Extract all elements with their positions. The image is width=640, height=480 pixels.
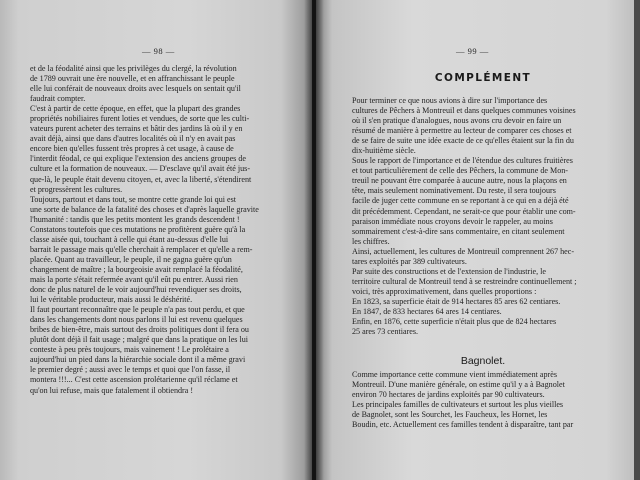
text-line: conteste à peu près toujours, mais vainement ! Le prolétaire a [30,345,229,355]
text-line: dans les changements dont nous parlons il lui est revenu quelques [30,315,243,325]
text-line: En 1847, de 833 hectares 64 ares 14 centiares. [352,306,502,316]
text-line: treuil ne pouvant être comparée à aucune autre, nous la plaçons en [352,176,567,186]
text-line: Toujours, partout et dans tout, se montre cette grande loi qui est [30,194,236,204]
text-line: elle lui conférait de nouveaux droits avec lesquels on sentait qu'il [30,84,241,94]
text-line: dit précédemment. Cependant, ne serait-ce que pour établir une com- [352,206,576,216]
text-line: lui le véritable producteur, mais aussi le déshérité. [30,295,193,305]
text-line: voici, très approximativement, dans quelles proportions : [352,286,537,296]
text-line: 25 ares 73 centiares. [352,327,419,337]
text-line: Par suite des constructions et de l'extension de l'industrie, le [352,266,546,276]
text-line: faudrait compter. [30,94,86,104]
text-line: aujourd'hui un pied dans la hiérarchie sociale dont il a même gravi [30,355,246,365]
right-page-body-continued [352,370,614,430]
text-line: Constatons toutefois que ces mutations ne profitèrent guère qu'à la [30,224,246,234]
text-line: territoire cultural de Montreuil tend à se restreindre continuellement ; [352,276,577,286]
text-line: En 1823, sa superficie était de 914 hectares 85 ares 62 centiares. [352,296,561,306]
text-line: Comme importance cette commune vient immédiatement après [352,370,557,379]
text-line: classe aisée qui, touchant à celle qui étant au-dessus d'elle lui [30,234,229,244]
text-line: et de la féodalité ainsi que les privilèges du clergé, la révolution [30,64,237,73]
text-line: et progressèrent les cultures. [30,184,123,194]
text-line: l'interdit féodal, ce qui explique l'extension des anciens groupes de [30,154,246,164]
right-page-body [352,96,614,337]
text-line: bribes de bien-être, mais surtout des droits politiques dont il fera ou [30,325,249,335]
text-line: changement de maître ; la bourgeoisie avait remplacé la féodalité, [30,264,243,274]
text-line: Enfin, en 1876, cette superficie n'était plus que de 824 hectares [352,317,557,327]
text-line: tares exploités par 389 cultivateurs. [352,256,467,266]
text-line: le premier degré ; aussi avec le temps et quoi que l'on fasse, il [30,365,231,375]
text-line: de se faire de suite une idée exacte de ce qu'elles étaient sur la fin du [352,136,574,146]
text-line: C'est à partir de cette époque, en effet, que la plupart des grandes [30,104,241,114]
text-line: résumé de manière à permettre au lecteur de comparer ces choses et [352,126,572,136]
left-page-body [30,64,284,396]
text-line: montera !!!... C'est cette ascension prolétarienne qu'il réclame et [30,375,238,385]
page-number: — 99 — [456,46,489,56]
right-page [316,0,638,480]
text-line: Les principales familles de cultivateurs et surtout les plus vieilles [352,400,564,410]
text-line: environ 70 hectares de jardins exploités par 90 cultivateurs. [352,390,545,400]
text-line: une sorte de balance de la fatalité des choses et d'après laquelle gravite [30,204,259,214]
page-number: — 98 — [142,46,175,56]
text-line: plutôt dont déjà il fait usage ; malgré que dans la pratique on les lui [30,335,249,345]
text-line: et tout particulièrement de celle des Pêchers, la commune de Mon- [352,166,568,176]
text-line: culture et la formation de nouveaux. — D'esclave qu'il avait été jus- [30,164,251,174]
text-line: Sous le rapport de l'importance et de l'étendue des cultures fruitières [352,156,573,166]
left-page [0,0,312,480]
text-line: où il s'en pratique d'analogues, nous avons cru devoir en faire un [352,116,562,126]
text-line: Pour terminer ce que nous avions à dire sur l'importance des [352,96,548,105]
text-line: l'humanité : tandis que les petits montent les grands descendent ! [30,214,240,224]
text-line: facile de juger cette commune en se reportant à ce qui en a déjà été [352,196,569,206]
text-line: Il faut pourtant reconnaître que le peuple n'a pas tout perdu, et que [30,305,245,315]
text-line: sommairement c'est-à-dire sans commentaire, en citant seulement [352,226,565,236]
text-line: avait déjà, ainsi que dans d'autres localités où il n'y en avait pas [30,134,236,144]
text-line: placée. Quant au travailleur, le peuple, il ne gagna guère qu'un [30,254,232,264]
text-line: mais la porte s'était refermée avant qu'il eût pu entrer. Aussi rien [30,274,238,284]
text-line: barrait le passage mais qu'elle cherchait à remplacer et qu'elle a rem- [30,244,253,254]
text-line: cultures de Pêchers à Montreuil et dans quelques communes voisines [352,106,576,116]
text-line: les chiffres. [352,236,390,246]
text-line: dix-huitième siècle. [352,146,416,156]
text-line: Boudin, etc. Actuellement ces familles tendent à disparaître, tant par [352,420,574,430]
text-line: Ainsi, actuellement, les cultures de Montreuil comprennent 267 hec- [352,246,575,256]
text-line: Montreuil. D'une manière générale, on estime qu'il y a à Bagnolet [352,380,565,390]
text-line: de 1789 ouvrait une ère nouvelle, et en affranchissant le peuple [30,74,235,84]
text-line: paraison immédiate nous croyons devoir le rappeler, au moins [352,216,553,226]
book-gutter [304,0,324,480]
text-line: encore bien qu'elles fussent très propres à cet usage, à cause de [30,144,234,154]
subsection-heading: Bagnolet. [460,355,506,367]
text-line: que-là, le peuple était devenu citoyen, et, avec la liberté, s'étendirent [30,174,252,184]
text-line: qu'on lui refuse, mais que fatalement il obtiendra ! [30,385,194,395]
text-line: propriétés nobiliaires furent loties et vendues, de sorte que les culti- [30,114,250,124]
text-line: de Bagnolet, sont les Sourchet, les Faucheux, les Hornet, les [352,410,548,420]
text-line: vateurs purent acheter des terrains et bâtir des jardins là où il y en [30,124,243,134]
text-line: donc de plus naturel de le voir aujourd'hui revendiquer ses droits, [30,285,242,295]
text-line: tête, mais seulement nominativement. Du reste, il sera toujours [352,186,556,196]
page-edge [634,0,640,480]
section-heading: COMPLÉMENT [434,72,532,84]
